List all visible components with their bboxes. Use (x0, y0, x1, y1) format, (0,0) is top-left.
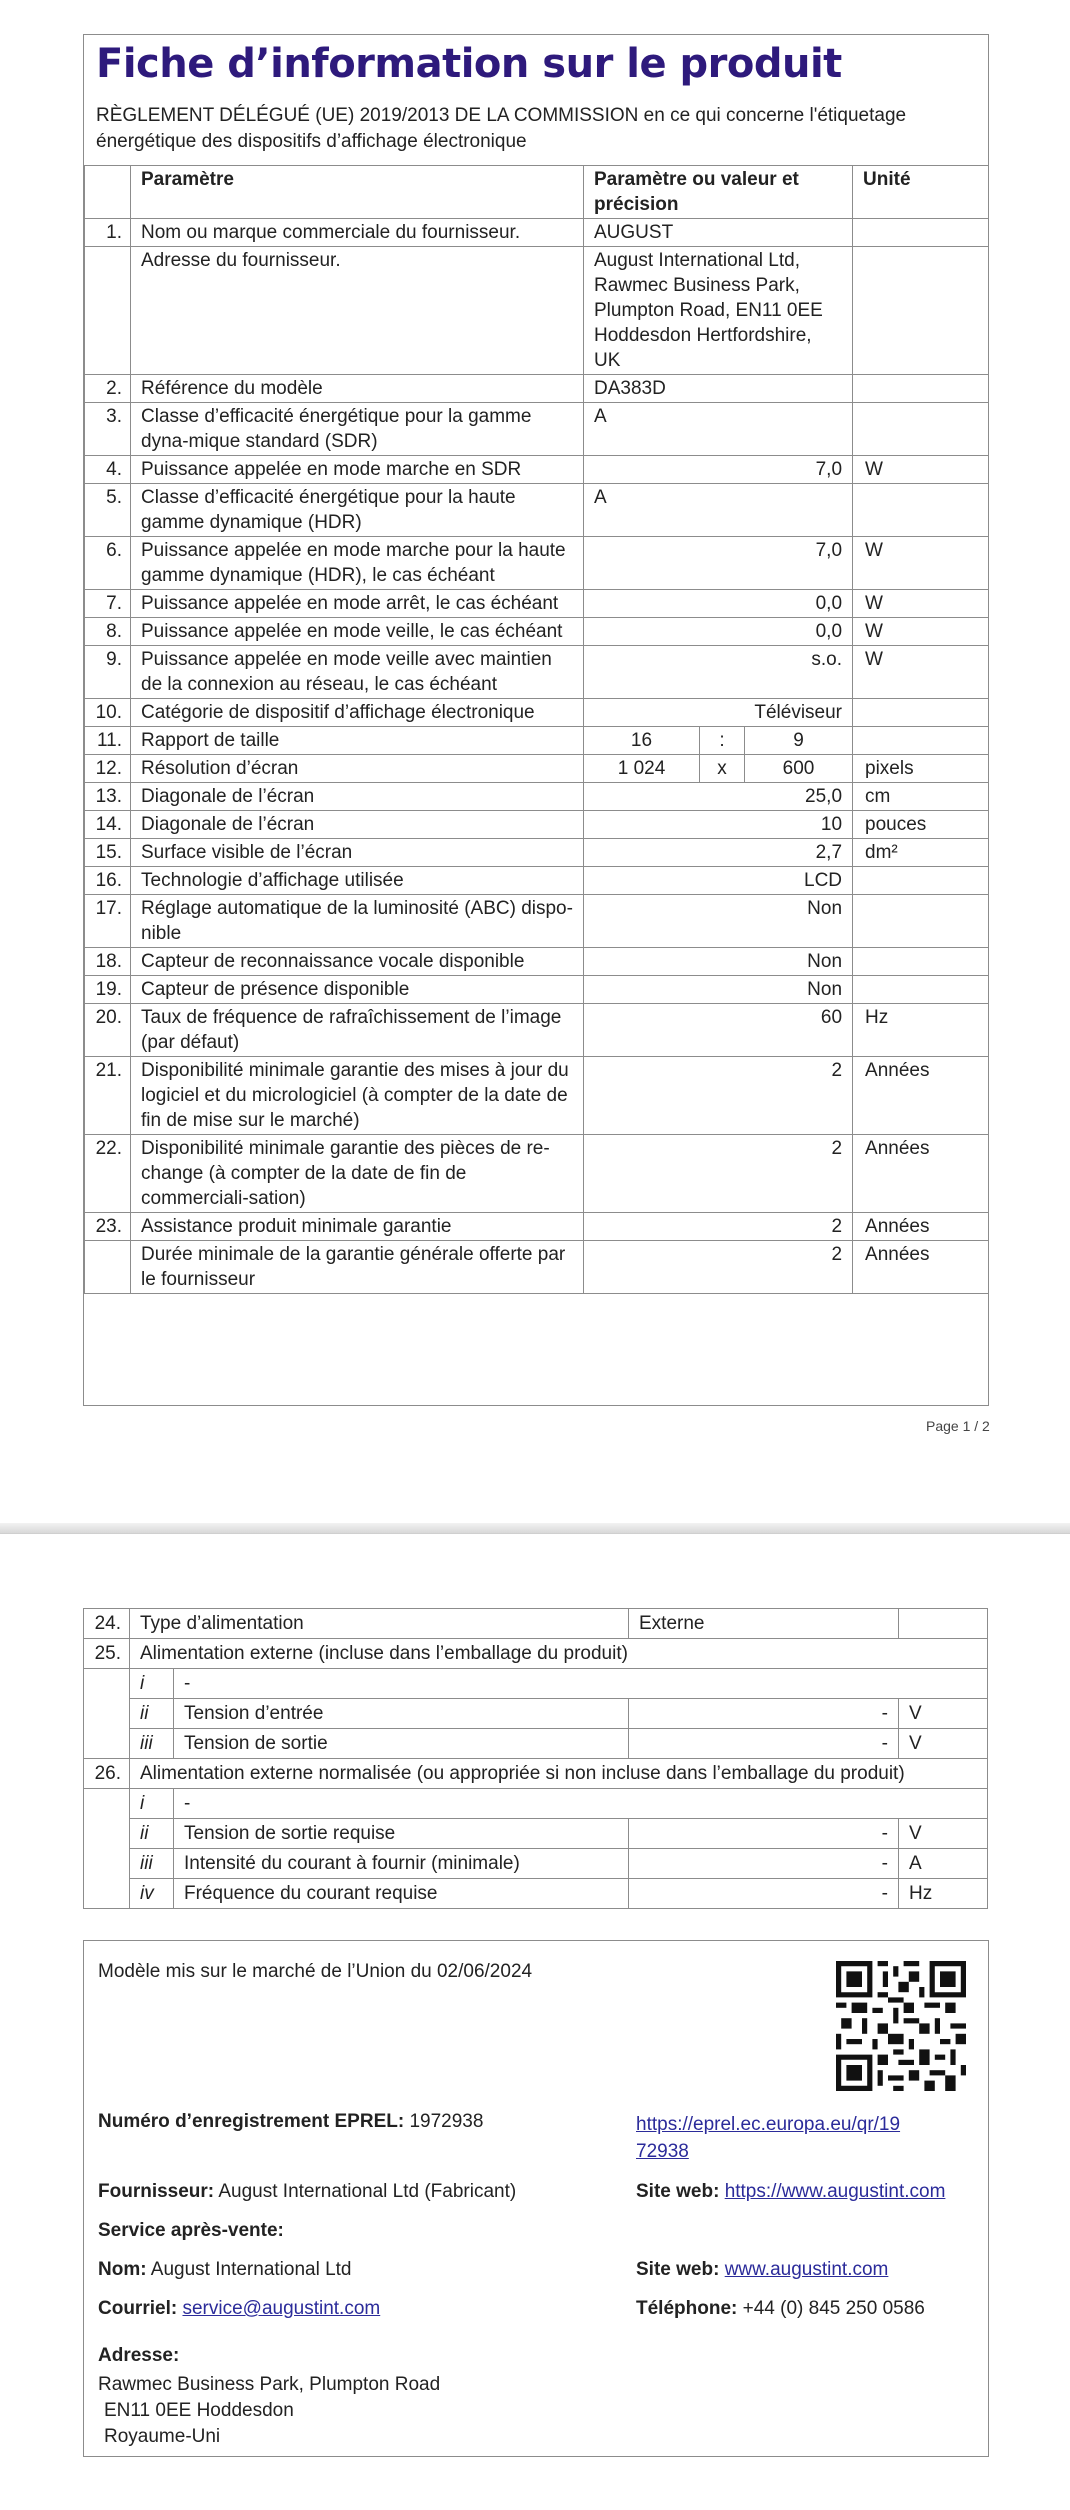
table-row (85, 456, 989, 484)
row-label: Puissance appelée en mode arrêt, le cas échéant (131, 590, 584, 618)
row-value: 25,0 (584, 783, 853, 811)
row-label: Nom ou marque commerciale du fournisseur. (131, 219, 584, 247)
row-number: 21. (85, 1057, 131, 1135)
row-number: 4. (85, 456, 131, 484)
row-value: AUGUST (584, 219, 853, 247)
table-row (85, 895, 989, 948)
table-row: iii Tension de sortie - V (84, 1729, 988, 1759)
row-value: 0,0 (584, 618, 853, 646)
row-label: Réglage automatique de la luminosité (ABC) dispo-nible (131, 895, 584, 948)
supplier-label: Fournisseur: (98, 2181, 215, 2202)
table-row (85, 727, 989, 755)
row-unit (853, 727, 989, 755)
row-value: LCD (584, 867, 853, 895)
row-unit (853, 867, 989, 895)
phone-number: +44 (0) 845 250 0586 (742, 2298, 925, 2319)
row-number: 19. (85, 976, 131, 1004)
header-unit: Unité (853, 166, 989, 219)
table-row (85, 1213, 989, 1241)
row-label: Rapport de taille (131, 727, 584, 755)
row-unit (853, 484, 989, 537)
table-row (85, 219, 989, 247)
row-value: A (584, 403, 853, 456)
row-unit: pixels (853, 755, 989, 783)
row-unit (853, 219, 989, 247)
table-row: 24. Type d’alimentation Externe (84, 1609, 988, 1639)
service-name: August International Ltd (150, 2259, 352, 2280)
row-unit: W (853, 646, 989, 699)
row-number: 5. (85, 484, 131, 537)
row-label: Capteur de présence disponible (131, 976, 584, 1004)
row-unit: W (853, 590, 989, 618)
row-value: Téléviseur (584, 699, 853, 727)
row-label: Puissance appelée en mode marche en SDR (131, 456, 584, 484)
page-separator-line (0, 1533, 1070, 1534)
row-unit: Années (853, 1241, 989, 1294)
row-value: 10 (584, 811, 853, 839)
eprel-number: 1972938 (409, 2111, 484, 2132)
row-label: Disponibilité minimale garantie des pièces de re-change (à compter de la date de fin de commerciali-sation) (131, 1135, 584, 1213)
table-header-row (85, 166, 989, 219)
phone-label: Téléphone: (636, 2298, 738, 2319)
row-unit: W (853, 537, 989, 590)
row-number: 10. (85, 699, 131, 727)
power-supply-table (83, 1608, 988, 1909)
row-unit (853, 976, 989, 1004)
table-row: 25. Alimentation externe (incluse dans l’emballage du produit) (84, 1639, 988, 1669)
row-unit: Années (853, 1213, 989, 1241)
row-value: Non (584, 948, 853, 976)
website-link[interactable]: https://www.augustint.com (724, 2181, 946, 2202)
table-row (85, 976, 989, 1004)
row-unit (853, 948, 989, 976)
row-unit: pouces (853, 811, 989, 839)
header-param: Paramètre (131, 166, 584, 219)
table-row: ii Tension de sortie requise - V (84, 1819, 988, 1849)
row-label: Référence du modèle (131, 375, 584, 403)
row-value: 9 (745, 727, 853, 755)
row-value: A (584, 484, 853, 537)
table-row (85, 1057, 989, 1135)
row-number: 13. (85, 783, 131, 811)
row-number: 12. (85, 755, 131, 783)
row-label: Catégorie de dispositif d’affichage électronique (131, 699, 584, 727)
table-row (85, 755, 989, 783)
row-unit: Années (853, 1135, 989, 1213)
row-unit: Hz (853, 1004, 989, 1057)
table-row (85, 484, 989, 537)
row-label: Capteur de reconnaissance vocale disponible (131, 948, 584, 976)
row-label: Puissance appelée en mode veille avec maintien de la connexion au réseau, le cas échéant (131, 646, 584, 699)
address-label: Adresse: (98, 2345, 180, 2366)
row-value: Non (584, 895, 853, 948)
row-label: Résolution d’écran (131, 755, 584, 783)
row-value: 2,7 (584, 839, 853, 867)
market-placement-date: Modèle mis sur le marché de l’Union du 02/06/2024 (98, 1961, 533, 1982)
eprel-link[interactable]: https://eprel.ec.europa.eu/qr/19 (636, 2114, 901, 2135)
name-label: Nom: (98, 2259, 147, 2280)
website2-label: Site web: (636, 2259, 720, 2280)
row-value: 60 (584, 1004, 853, 1057)
row-value: 7,0 (584, 456, 853, 484)
row-label: Disponibilité minimale garantie des mises à jour du logiciel et du micrologiciel (à compter de la date de fin de mise sur le marché) (131, 1057, 584, 1135)
table-row: iv Fréquence du courant requise - Hz (84, 1879, 988, 1909)
row-number (85, 1241, 131, 1294)
row-number: 15. (85, 839, 131, 867)
page-title: Fiche d’information sur le produit (96, 41, 842, 87)
row-value: 0,0 (584, 590, 853, 618)
table-row (85, 375, 989, 403)
row-label: Diagonale de l’écran (131, 811, 584, 839)
address-line: Rawmec Business Park, Plumpton Road (98, 2374, 441, 2395)
row-number: 8. (85, 618, 131, 646)
row-label: Durée minimale de la garantie générale offerte par le fournisseur (131, 1241, 584, 1294)
table-row (85, 1241, 989, 1294)
row-unit: W (853, 618, 989, 646)
row-value: 2 (584, 1213, 853, 1241)
page-number: Page 1 / 2 (926, 1418, 990, 1434)
row-number: 23. (85, 1213, 131, 1241)
address-block (98, 2372, 440, 2450)
supplier-name: August International Ltd (Fabricant) (218, 2181, 517, 2202)
row-number: 2. (85, 375, 131, 403)
email-label: Courriel: (98, 2298, 178, 2319)
table-row (85, 811, 989, 839)
row-unit (853, 895, 989, 948)
row-value: 1 024 (584, 755, 700, 783)
table-row: 26. Alimentation externe normalisée (ou appropriée si non incluse dans l’emballage du produit) (84, 1759, 988, 1789)
table-row: i - (84, 1789, 988, 1819)
row-number: 3. (85, 403, 131, 456)
row-label: Classe d’efficacité énergétique pour la gamme dyna-mique standard (SDR) (131, 403, 584, 456)
page-separator (0, 1523, 1070, 1533)
row-unit: W (853, 456, 989, 484)
row-value-sep: x (700, 755, 745, 783)
after-sales-heading: Service après-vente: (98, 2220, 284, 2241)
table-row (85, 1004, 989, 1057)
table-row (85, 1135, 989, 1213)
table-row: ii Tension d’entrée - V (84, 1699, 988, 1729)
row-number: 6. (85, 537, 131, 590)
row-value: 16 (584, 727, 700, 755)
row-label: Classe d’efficacité énergétique pour la haute gamme dynamique (HDR) (131, 484, 584, 537)
table-row (85, 537, 989, 590)
address-line: Royaume-Uni (104, 2426, 221, 2447)
row-unit: dm² (853, 839, 989, 867)
row-label: Puissance appelée en mode marche pour la haute gamme dynamique (HDR), le cas échéant (131, 537, 584, 590)
table-row (85, 247, 989, 375)
table-row (85, 618, 989, 646)
row-number: 1. (85, 219, 131, 247)
row-number: 16. (85, 867, 131, 895)
row-value: 2 (584, 1241, 853, 1294)
row-number: 20. (85, 1004, 131, 1057)
row-number: 18. (85, 948, 131, 976)
regulation-subtitle: RÈGLEMENT DÉLÉGUÉ (UE) 2019/2013 DE LA COMMISSION en ce qui concerne l'étiquetage énergétique des dispositifs d’affichage électronique (96, 105, 907, 152)
row-label: Adresse du fournisseur. (131, 247, 584, 375)
row-value-sep: : (700, 727, 745, 755)
eprel-label: Numéro d’enregistrement EPREL: (98, 2111, 405, 2132)
row-value: 2 (584, 1135, 853, 1213)
row-value: DA383D (584, 375, 853, 403)
table-row (85, 948, 989, 976)
qr-code-icon[interactable] (836, 1961, 966, 2091)
row-unit (853, 699, 989, 727)
table-row: iii Intensité du courant à fournir (minimale) - A (84, 1849, 988, 1879)
table-row (85, 867, 989, 895)
row-number (85, 247, 131, 375)
row-value: 7,0 (584, 537, 853, 590)
table-row (85, 590, 989, 618)
address-line: EN11 0EE Hoddesdon (104, 2400, 294, 2421)
table-row (85, 839, 989, 867)
row-value: s.o. (584, 646, 853, 699)
row-number: 9. (85, 646, 131, 699)
row-value: August International Ltd, Rawmec Business Park, Plumpton Road, EN11 0EE Hoddesdon Hertfordshire, UK (584, 247, 853, 375)
row-value: 600 (745, 755, 853, 783)
row-number: 22. (85, 1135, 131, 1213)
row-label: Diagonale de l’écran (131, 783, 584, 811)
row-number: 14. (85, 811, 131, 839)
table-row: i - (84, 1669, 988, 1699)
row-number: 17. (85, 895, 131, 948)
supplier-info-box (83, 1940, 989, 2457)
table-row (85, 699, 989, 727)
website2-link[interactable]: www.augustint.com (724, 2259, 889, 2280)
row-value: Non (584, 976, 853, 1004)
row-number: 7. (85, 590, 131, 618)
row-unit: cm (853, 783, 989, 811)
email-link[interactable]: service@augustint.com (182, 2298, 381, 2319)
row-unit: Années (853, 1057, 989, 1135)
row-unit (853, 375, 989, 403)
row-number: 11. (85, 727, 131, 755)
row-label: Technologie d’affichage utilisée (131, 867, 584, 895)
row-unit (853, 403, 989, 456)
row-label: Surface visible de l’écran (131, 839, 584, 867)
spec-table (84, 165, 989, 1294)
table-row (85, 783, 989, 811)
row-value: 2 (584, 1057, 853, 1135)
row-label: Puissance appelée en mode veille, le cas échéant (131, 618, 584, 646)
row-unit (853, 247, 989, 375)
row-label: Taux de fréquence de rafraîchissement de l’image (par défaut) (131, 1004, 584, 1057)
eprel-link-cont[interactable]: 72938 (636, 2141, 689, 2162)
product-info-sheet-page-1 (83, 34, 989, 1406)
website-label: Site web: (636, 2181, 720, 2202)
row-label: Assistance produit minimale garantie (131, 1213, 584, 1241)
table-row (85, 646, 989, 699)
table-row (85, 403, 989, 456)
header-value: Paramètre ou valeur et précision (584, 166, 853, 219)
